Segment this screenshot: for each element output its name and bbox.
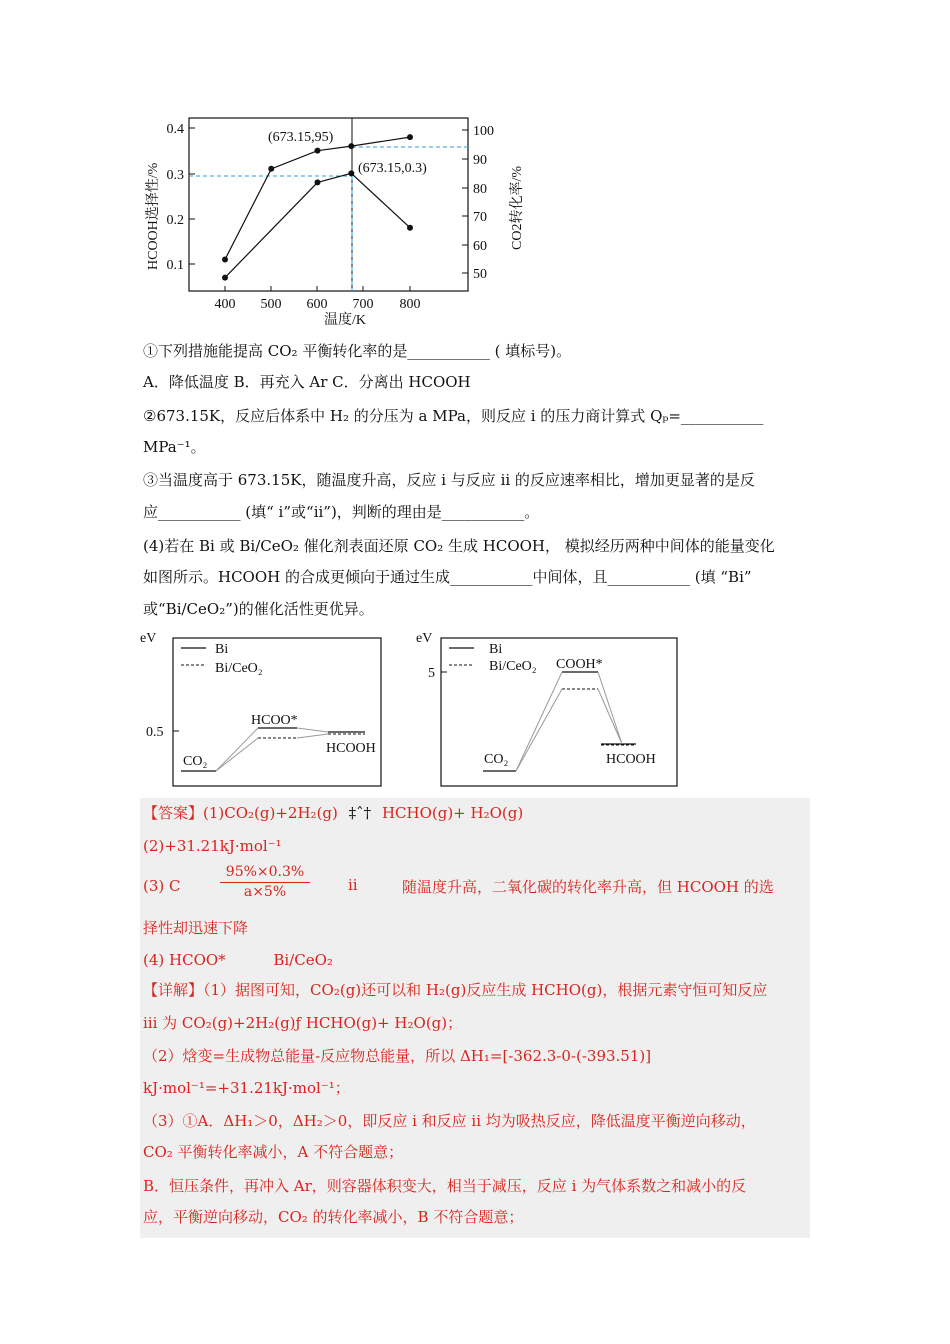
y-tick: 5 xyxy=(428,666,435,681)
legend-bice: Bi/CeO₂ xyxy=(489,659,537,674)
x-tick: 800 xyxy=(399,297,421,312)
x-tick: 500 xyxy=(260,297,282,312)
detail-2a: （2）焓变=生成物总能量-反应物总能量，所以 ΔH₁=[-362.3-0-(-393.51)] xyxy=(143,1047,652,1065)
fraction-denominator: a×5% xyxy=(243,884,287,900)
data-point xyxy=(348,143,354,149)
detail-2b: kJ·mol⁻¹=+31.21kJ·mol⁻¹； xyxy=(143,1079,350,1097)
x-tick: 600 xyxy=(306,297,328,312)
detail-3d: 应，平衡逆向移动，CO₂ 的转化率减小，B 不符合题意； xyxy=(143,1208,524,1226)
energy-diagram-left xyxy=(140,628,390,790)
series-line-0 xyxy=(225,137,410,259)
label-hcoo: HCOO* xyxy=(251,713,298,728)
y-right-tick: 50 xyxy=(473,267,487,282)
question-4-line1: (4)若在 Bi 或 Bi/CeO₂ 催化剂表面还原 CO₂ 生成 HCOOH， 模拟经历两种中间体的能量变化 xyxy=(143,537,775,555)
label-co2: CO₂ xyxy=(484,752,509,767)
y-left-tick: 0.2 xyxy=(166,213,184,228)
data-point xyxy=(407,225,413,231)
data-point xyxy=(315,148,321,154)
x-tick: 400 xyxy=(214,297,236,312)
detail-1a-text: （1）据图可知，CO₂(g)还可以和 H₂(g)反应生成 HCHO(g)，根据元素守恒可知反应 xyxy=(203,981,768,999)
y-right-tick: 70 xyxy=(473,210,487,225)
label-co2: CO₂ xyxy=(183,754,208,769)
answer-3-ii: ii xyxy=(348,876,358,894)
data-point xyxy=(268,166,274,172)
detail-3b: CO₂ 平衡转化率减小，A 不符合题意； xyxy=(143,1143,404,1161)
answer-3-reason-1: 随温度升高，二氧化碳的转化率升高，但 HCOOH 的选 xyxy=(402,878,774,896)
y-right-axis-label: CO2转化率/% xyxy=(510,166,525,250)
y-right-tick: 80 xyxy=(473,182,487,197)
answer-3-reason-2: 择性却迅速下降 xyxy=(143,919,249,937)
answer-4: (4) HCOO* Bi/CeO₂ xyxy=(143,951,333,969)
detail-1b: iii 为 CO₂(g)+2H₂(g)ƒ HCHO(g)+ H₂O(g)； xyxy=(143,1014,463,1032)
question-1-options: A．降低温度 B．再充入 Ar C．分离出 HCOOH xyxy=(143,373,471,391)
question-3-line2: 应___________ (填“ i”或“ii”)，判断的理由是___________。 xyxy=(143,503,540,521)
question-1: ①下列措施能提高 CO₂ 平衡转化率的是___________ ( 填标号)。 xyxy=(143,342,572,360)
series-line-1 xyxy=(225,173,410,277)
answer-3-fraction xyxy=(220,864,310,900)
y-left-axis-label: HCOOH选择性/% xyxy=(146,162,161,270)
detail-tag: 【详解】 xyxy=(143,981,204,999)
data-point xyxy=(407,134,413,140)
label-hcooh: HCOOH xyxy=(326,741,376,756)
y-right-tick: 90 xyxy=(473,153,487,168)
detail-1a xyxy=(143,980,767,1000)
answer-tag: 【答案】 xyxy=(143,804,204,822)
answer-3-label: (3) C xyxy=(143,877,181,895)
y-left-tick: 0.1 xyxy=(166,258,184,273)
equilibrium-arrow: ‡ˆ† xyxy=(348,804,372,822)
y-axis-label: eV xyxy=(416,631,433,646)
y-left-tick: 0.4 xyxy=(166,122,184,137)
question-4-line2: 如图所示。HCOOH 的合成更倾向于通过生成___________中间体，且___________ (填 “Bi” xyxy=(143,568,752,586)
data-point xyxy=(222,256,228,262)
answer-1-right: HCHO(g)+ H₂O(g) xyxy=(381,804,524,822)
x-axis-label: 温度/K xyxy=(324,313,366,328)
answer-1 xyxy=(143,803,523,823)
detail-3a: （3）①A．ΔH₁＞0，ΔH₂＞0，即反应 i 和反应 ii 均为吸热反应，降低温度平衡逆向移动， xyxy=(143,1112,756,1130)
question-4-line3: 或“Bi/CeO₂”)的催化活性更优异。 xyxy=(143,600,374,618)
legend-bi: Bi xyxy=(215,642,229,657)
y-right-tick: 60 xyxy=(473,239,487,254)
question-2-line2: MPa⁻¹。 xyxy=(143,438,206,456)
question-2-line1: ②673.15K，反应后体系中 H₂ 的分压为 a MPa，则反应 i 的压力商计算式 Qₚ=___________ xyxy=(143,407,764,425)
y-left-tick: 0.3 xyxy=(166,168,184,183)
y-axis-label: eV xyxy=(140,631,157,646)
legend-bice: Bi/CeO₂ xyxy=(215,661,263,676)
legend-bi: Bi xyxy=(489,642,503,657)
x-tick: 700 xyxy=(352,297,374,312)
annotation-upper: (673.15,95) xyxy=(268,130,334,145)
energy-diagram-right xyxy=(412,628,682,790)
y-right-tick: 100 xyxy=(473,124,494,139)
data-point xyxy=(315,179,321,185)
annotation-lower: (673.15,0.3) xyxy=(358,161,427,176)
answer-1-left: (1)CO₂(g)+2H₂(g) xyxy=(203,804,338,822)
label-hcooh: HCOOH xyxy=(606,752,656,767)
label-cooh: COOH* xyxy=(556,657,603,672)
fraction-numerator: 95%×0.3% xyxy=(220,864,310,883)
question-3-line1: ③当温度高于 673.15K，随温度升高，反应 i 与反应 ii 的反应速率相比，增加更显著的是反 xyxy=(143,471,755,489)
data-point xyxy=(348,170,354,176)
answer-2: (2)+31.21kJ·mol⁻¹ xyxy=(143,837,282,855)
selectivity-conversion-chart xyxy=(140,108,540,330)
data-point xyxy=(222,275,228,281)
y-tick: 0.5 xyxy=(146,725,164,740)
detail-3c: B．恒压条件，再冲入 Ar，则容器体积变大，相当于减压，反应 i 为气体系数之和减小的反 xyxy=(143,1177,747,1195)
